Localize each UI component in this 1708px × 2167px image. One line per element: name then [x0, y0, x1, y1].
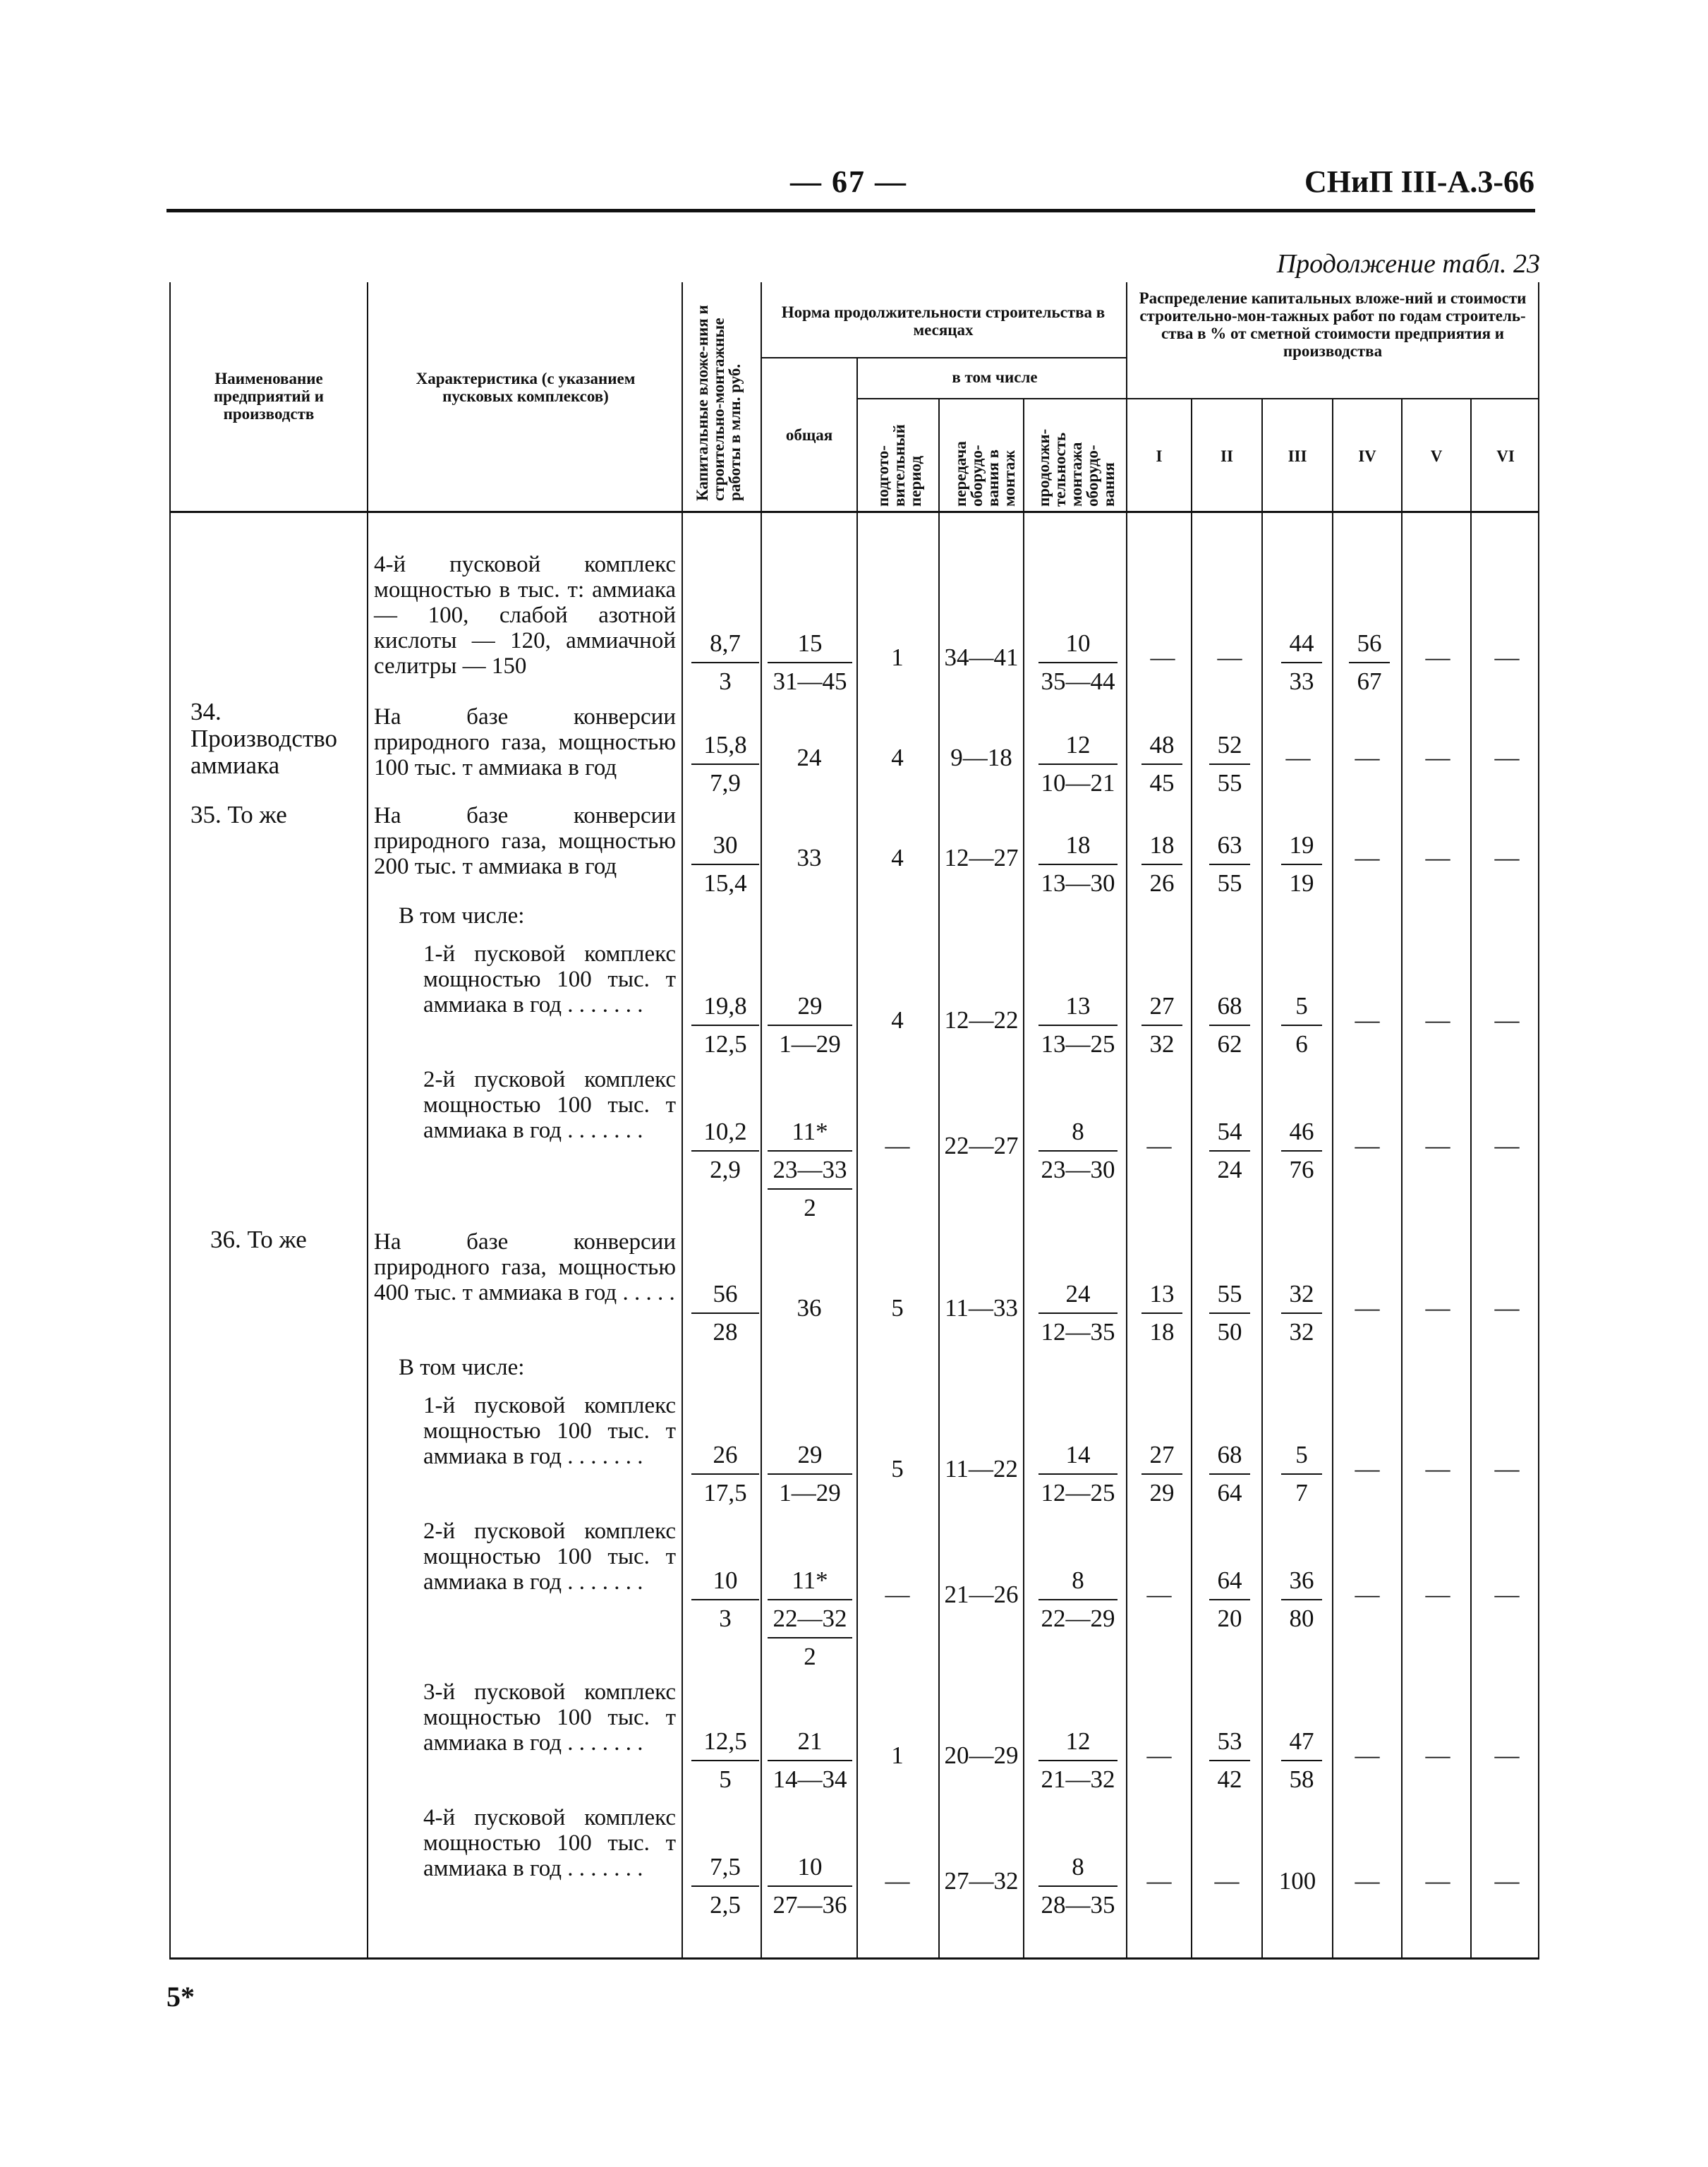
transfer-value: 20—29 — [944, 1742, 1019, 1769]
year-1-fraction: $\frac{13}{18}$ — [1141, 1276, 1182, 1351]
row-characteristic: 4-й пусковой комплекс мощностью 100 тыс. т аммиака в год . . . . . . . — [423, 1805, 676, 1881]
transfer-value: 12—22 — [944, 1006, 1019, 1034]
year-4-value: — — [1355, 1006, 1380, 1034]
header-prep: подгото-вительный период — [874, 424, 924, 507]
header-year-5: V — [1430, 447, 1443, 465]
investment-fraction: $\frac{30}{15,4}$ — [691, 827, 759, 902]
transfer-value: 34—41 — [944, 644, 1019, 671]
total-fraction: 11* 22—32 2 — [768, 1562, 852, 1675]
year-5-value: — — [1425, 1006, 1450, 1034]
year-2-fraction: $\frac{55}{50}$ — [1209, 1276, 1250, 1351]
year-6-value: — — [1494, 844, 1520, 871]
investment-fraction: $\frac{7,5}{2,5}$ — [691, 1849, 759, 1924]
transfer-value: 27—32 — [944, 1867, 1019, 1895]
in-that-rule — [856, 398, 1127, 399]
col-divider-y3 — [1332, 398, 1333, 1959]
year-2-fraction: $\frac{64}{20}$ — [1209, 1562, 1250, 1637]
prep-value: 4 — [891, 844, 904, 871]
row-characteristic: На базе конверсии природного газа, мощностью 200 тыс. т аммиака в год — [374, 803, 676, 879]
year-6-value: — — [1494, 644, 1520, 671]
investment-fraction: $\frac{56}{28}$ — [691, 1276, 759, 1351]
prep-value: — — [885, 1132, 910, 1159]
year-4-value: — — [1355, 744, 1380, 771]
total-fraction: 11* 23—33 2 — [768, 1113, 852, 1226]
transfer-value: 21—26 — [944, 1581, 1019, 1608]
header-duration: продолжи-тельность монтажа оборудо-вания — [1035, 428, 1118, 507]
year-3-fraction: $\frac{44}{33}$ — [1281, 625, 1322, 700]
investment-fraction: $\frac{10,2}{2,9}$ — [691, 1113, 759, 1188]
investment-fraction: $\frac{26}{17,5}$ — [691, 1437, 759, 1511]
transfer-value: 9—18 — [950, 744, 1012, 771]
year-1-value: — — [1146, 1132, 1172, 1159]
year-2-value: — — [1217, 644, 1242, 671]
in-that-label: В том числе: — [399, 1355, 525, 1380]
duration-fraction: $\frac{18}{13—30}$ — [1038, 827, 1118, 902]
total-fraction: $\frac{29}{1—29}$ — [768, 988, 852, 1063]
year-2-value: — — [1214, 1867, 1240, 1895]
year-3-value: — — [1285, 744, 1311, 771]
investment-fraction: $\frac{15,8}{7,9}$ — [691, 727, 759, 802]
total-value: 33 — [797, 844, 822, 871]
total-value: 36 — [797, 1294, 822, 1322]
year-3-fraction: $\frac{47}{58}$ — [1281, 1723, 1322, 1798]
year-6-value: — — [1494, 1006, 1520, 1034]
investment-fraction: $\frac{12,5}{5}$ — [691, 1723, 759, 1798]
col-divider-transfer — [1023, 398, 1024, 1959]
row-characteristic: 3-й пусковой комплекс мощностью 100 тыс. т аммиака в год . . . . . . . — [423, 1679, 676, 1756]
duration-fraction: $\frac{14}{12—25}$ — [1038, 1437, 1118, 1511]
year-5-value: — — [1425, 1742, 1450, 1769]
year-4-value: — — [1355, 1132, 1380, 1159]
year-5-value: — — [1425, 1294, 1450, 1322]
year-4-value: — — [1355, 1742, 1380, 1769]
year-6-value: — — [1494, 1867, 1520, 1895]
col-divider-y1 — [1191, 398, 1192, 1959]
page-number: — 67 — — [790, 164, 907, 199]
table-continuation-note: Продолжение табл. 23 — [1276, 249, 1540, 279]
table-bottom-rule — [169, 1957, 1539, 1960]
header-year-6: VI — [1496, 447, 1515, 465]
year-1-value: — — [1150, 644, 1175, 671]
year-3-fraction: $\frac{36}{80}$ — [1281, 1562, 1322, 1637]
data-table — [169, 282, 1539, 1959]
year-1-value: — — [1146, 1581, 1172, 1608]
prep-value: 1 — [891, 1742, 904, 1769]
header-year-3: III — [1288, 447, 1307, 465]
year-3-value: 100 — [1278, 1867, 1316, 1895]
transfer-value: 12—27 — [944, 844, 1019, 871]
row-characteristic: 2-й пусковой комплекс мощностью 100 тыс. т аммиака в год . . . . . . . — [423, 1519, 676, 1595]
row-name: 35. То же — [190, 801, 287, 828]
duration-fraction: $\frac{8}{22—29}$ — [1038, 1562, 1118, 1637]
transfer-value: 22—27 — [944, 1132, 1019, 1159]
col-divider-y5 — [1470, 398, 1472, 1959]
year-6-value: — — [1494, 1294, 1520, 1322]
duration-fraction: $\frac{12}{21—32}$ — [1038, 1723, 1118, 1798]
year-4-value: — — [1355, 1455, 1380, 1483]
header-in-that: в том числе — [952, 368, 1038, 386]
year-6-value: — — [1494, 1455, 1520, 1483]
document-code: СНиП III-А.3-66 — [1304, 164, 1534, 199]
norm-group-rule — [761, 357, 1126, 358]
year-5-value: — — [1425, 1581, 1450, 1608]
duration-fraction: $\frac{13}{13—25}$ — [1038, 988, 1118, 1063]
prep-value: 5 — [891, 1294, 904, 1322]
year-6-value: — — [1494, 1581, 1520, 1608]
year-2-fraction: $\frac{68}{64}$ — [1209, 1437, 1250, 1511]
year-1-fraction: $\frac{18}{26}$ — [1141, 827, 1182, 902]
signature-mark: 5* — [166, 1981, 195, 2012]
year-1-fraction: $\frac{27}{32}$ — [1141, 988, 1182, 1063]
year-1-value: — — [1146, 1867, 1172, 1895]
year-3-fraction: $\frac{5}{6}$ — [1281, 988, 1322, 1063]
row-characteristic: 2-й пусковой комплекс мощностью 100 тыс. т аммиака в год . . . . . . . — [423, 1067, 676, 1143]
year-3-fraction: $\frac{46}{76}$ — [1281, 1113, 1322, 1188]
investment-fraction: $\frac{19,8}{12,5}$ — [691, 988, 759, 1063]
year-4-value: — — [1355, 1867, 1380, 1895]
prep-value: — — [885, 1867, 910, 1895]
table-left-border — [169, 282, 171, 1959]
prep-value: 4 — [891, 1006, 904, 1034]
row-characteristic: 1-й пусковой комплекс мощностью 100 тыс. т аммиака в год . . . . . . . — [423, 1393, 676, 1469]
header-year-2: II — [1221, 447, 1233, 465]
col-divider-duration — [1126, 282, 1127, 1959]
year-3-fraction: $\frac{5}{7}$ — [1281, 1437, 1322, 1511]
row-characteristic: На базе конверсии природного газа, мощностью 100 тыс. т аммиака в год — [374, 704, 676, 780]
header-transfer: передача оборудо-вания в монтаж — [952, 441, 1018, 507]
header-rule — [166, 209, 1535, 212]
year-6-value: — — [1494, 1132, 1520, 1159]
col-divider-y2 — [1261, 398, 1263, 1959]
col-divider-char — [682, 282, 683, 1959]
duration-fraction: $\frac{24}{12—35}$ — [1038, 1276, 1118, 1351]
year-3-fraction: $\frac{32}{32}$ — [1281, 1276, 1322, 1351]
year-1-value: — — [1146, 1742, 1172, 1769]
year-3-fraction: $\frac{19}{19}$ — [1281, 827, 1322, 902]
year-5-value: — — [1425, 844, 1450, 871]
header-total: общая — [785, 426, 833, 444]
in-that-label: В том числе: — [399, 903, 525, 929]
investment-fraction: $\frac{10}{3}$ — [691, 1562, 759, 1637]
year-2-fraction: $\frac{68}{62}$ — [1209, 988, 1250, 1063]
year-4-value: — — [1355, 1581, 1380, 1608]
year-4-value: — — [1355, 844, 1380, 871]
year-2-fraction: $\frac{52}{55}$ — [1209, 727, 1250, 802]
header-year-4: IV — [1358, 447, 1376, 465]
year-6-value: — — [1494, 744, 1520, 771]
header-year-1: I — [1156, 447, 1163, 465]
transfer-value: 11—22 — [945, 1455, 1018, 1483]
header-characteristic: Характеристика (с указанием пусковых комплексов) — [416, 370, 636, 405]
total-fraction: $\frac{21}{14—34}$ — [768, 1723, 852, 1798]
total-fraction: $\frac{29}{1—29}$ — [768, 1437, 852, 1511]
header-dist-group: Распределение капитальных вложе-ний и стоимости строительно-мон-тажных работ по годам строитель-ства в % от сметной стоимости предприятия и производства — [1139, 289, 1527, 360]
dist-group-rule — [1126, 398, 1539, 399]
col-divider-name — [367, 282, 368, 1959]
col-divider-prep — [938, 398, 940, 1959]
total-value: 24 — [797, 744, 822, 771]
year-5-value: — — [1425, 1132, 1450, 1159]
year-4-value: — — [1355, 1294, 1380, 1322]
total-fraction: $\frac{10}{27—36}$ — [768, 1849, 852, 1924]
year-1-fraction: $\frac{48}{45}$ — [1141, 727, 1182, 802]
year-1-fraction: $\frac{27}{29}$ — [1141, 1437, 1182, 1511]
year-6-value: — — [1494, 1742, 1520, 1769]
prep-value: 1 — [891, 644, 904, 671]
year-2-fraction: $\frac{63}{55}$ — [1209, 827, 1250, 902]
table-right-border — [1538, 282, 1539, 1959]
row-characteristic: 1-й пусковой комплекс мощностью 100 тыс. т аммиака в год . . . . . . . — [423, 941, 676, 1018]
total-fraction: $\frac{15}{31—45}$ — [768, 625, 852, 700]
duration-fraction: $\frac{8}{28—35}$ — [1038, 1849, 1118, 1924]
year-2-fraction: $\frac{53}{42}$ — [1209, 1723, 1250, 1798]
investment-fraction: $\frac{8,7}{3}$ — [691, 625, 759, 700]
header-investment: Капитальные вложе-ния и строительно-монтажные работы в млн. руб. — [694, 305, 744, 501]
year-2-fraction: $\frac{54}{24}$ — [1209, 1113, 1250, 1188]
year-4-fraction: $\frac{56}{67}$ — [1349, 625, 1390, 700]
duration-fraction: $\frac{8}{23—30}$ — [1038, 1113, 1118, 1188]
prep-value: 4 — [891, 744, 904, 771]
duration-fraction: $\frac{10}{35—44}$ — [1038, 625, 1118, 700]
year-5-value: — — [1425, 1867, 1450, 1895]
duration-fraction: $\frac{12}{10—21}$ — [1038, 727, 1118, 802]
col-divider-y4 — [1401, 398, 1403, 1959]
header-bottom-rule — [169, 511, 1539, 513]
col-divider-invest — [761, 282, 762, 1959]
year-5-value: — — [1425, 1455, 1450, 1483]
row-name: 34. Производство аммиака — [190, 698, 338, 779]
row-characteristic: На базе конверсии природного газа, мощностью 400 тыс. т аммиака в год . . . . . — [374, 1229, 676, 1305]
row-characteristic: 4-й пусковой комплекс мощностью в тыс. т: аммиака — 100, слабой азотной кислоты — 120, аммиачной селитры — 150 — [374, 552, 676, 679]
year-5-value: — — [1425, 744, 1450, 771]
year-5-value: — — [1425, 644, 1450, 671]
header-norm-group: Норма продолжительности строительства в месяцах — [781, 303, 1106, 339]
transfer-value: 11—33 — [945, 1294, 1018, 1322]
row-name: 36. То же — [210, 1226, 307, 1253]
prep-value: 5 — [891, 1455, 904, 1483]
header-name: Наименование предприятий и производств — [213, 370, 325, 423]
prep-value: — — [885, 1581, 910, 1608]
